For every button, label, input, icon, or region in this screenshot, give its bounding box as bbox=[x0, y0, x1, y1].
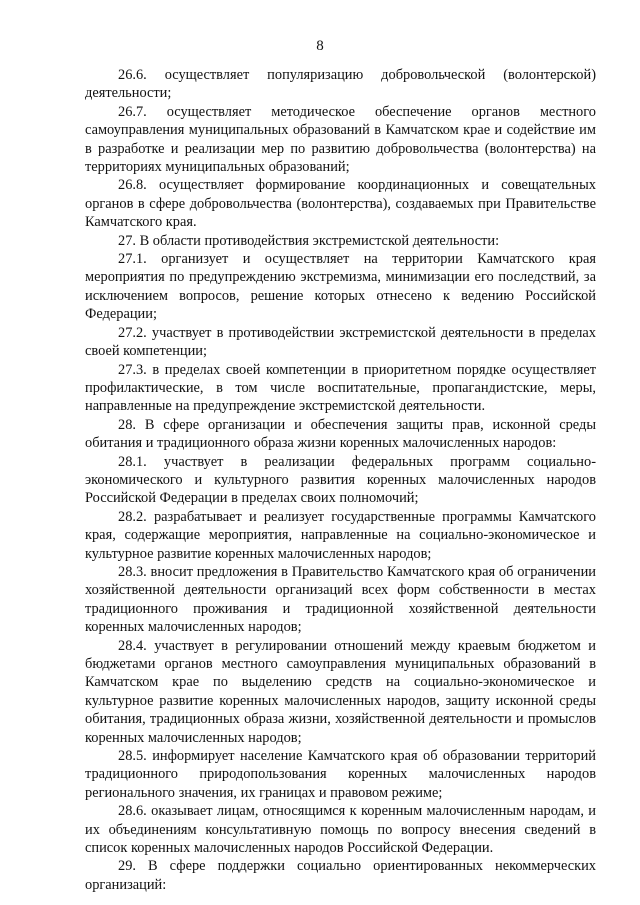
document-body bbox=[85, 66, 596, 894]
paragraph-27-3: 27.3. в пределах своей компетенции в приоритетном порядке осуществляет профилактические, в том числе воспитательные, пропагандистские, меры, направленные на предупреждение экстремистской деятельности. bbox=[85, 361, 596, 415]
paragraph-26-8: 26.8. осуществляет формирование координационных и совещательных органов в сфере добровольчества (волонтерства), создаваемых при Правительстве Камчатского края. bbox=[85, 177, 596, 231]
paragraph-28-2: 28.2. разрабатывает и реализует государственные программы Камчатского края, содержащие мероприятия, направленные на социально-экономическое и культурное развитие коренных малочисленных народов; bbox=[85, 508, 596, 562]
paragraph-26-6: 26.6. осуществляет популяризацию добровольческой (волонтерской) деятельности; bbox=[85, 67, 596, 102]
paragraph-27-2: 27.2. участвует в противодействии экстремистской деятельности в пределах своей компетенции; bbox=[85, 324, 596, 360]
paragraph-28-5: 28.5. информирует население Камчатского края об образовании территорий традиционного природопользования коренных малочисленных народов регионального значения, их границах и правовом режиме; bbox=[85, 748, 596, 801]
paragraph-28: 28. В сфере организации и обеспечения защиты прав, исконной среды обитания и традиционного образа жизни коренных малочисленных народов: bbox=[85, 416, 596, 452]
paragraph-28-3: 28.3. вносит предложения в Правительство Камчатского края об ограничении хозяйственной деятельности организаций всех форм собственности в местах традиционного проживания и традиционной хозяйственной деятельности коренных малочисленных народов; bbox=[85, 563, 596, 636]
paragraph-26-7: 26.7. осуществляет методическое обеспечение органов местного самоуправления муниципальных образований в Камчатском крае и содействие им в разработке и реализации мер по развитию добровольчества (волонтерства) на территориях муниципальных образований; bbox=[85, 103, 596, 176]
page-number: 8 bbox=[316, 38, 324, 54]
paragraph-29: 29. В сфере поддержки социально ориентированных некоммерческих организаций: bbox=[85, 858, 596, 893]
paragraph-28-4: 28.4. участвует в регулировании отношений между краевым бюджетом и бюджетами органов местного самоуправления муниципальных образований в Камчатском крае по выделению средств на социально-экономическое и культурное развитие коренных малочисленных народов, защиту исконной среды обитания, традиционных образа жизни, хозяйственной деятельности и промыслов коренных малочисленных народов; bbox=[85, 637, 596, 746]
paragraph-28-1: 28.1. участвует в реализации федеральных программ социально-экономического и культурного развития коренных малочисленных народов Российской Федерации в пределах своих полномочий; bbox=[85, 453, 596, 507]
paragraph-28-6: 28.6. оказывает лицам, относящимся к коренным малочисленным народам, и их объединениям консультативную помощь по вопросу внесения сведений в список коренных малочисленных народов Российской Федерации. bbox=[85, 803, 596, 857]
paragraph-27: 27. В области противодействия экстремистской деятельности: bbox=[118, 232, 500, 249]
paragraph-27-1: 27.1. организует и осуществляет на территории Камчатского края мероприятия по предупреждению экстремизма, минимизации его последствий, за исключением вопросов, решение которых отнесено к ведению Российской Федерации; bbox=[85, 251, 596, 323]
